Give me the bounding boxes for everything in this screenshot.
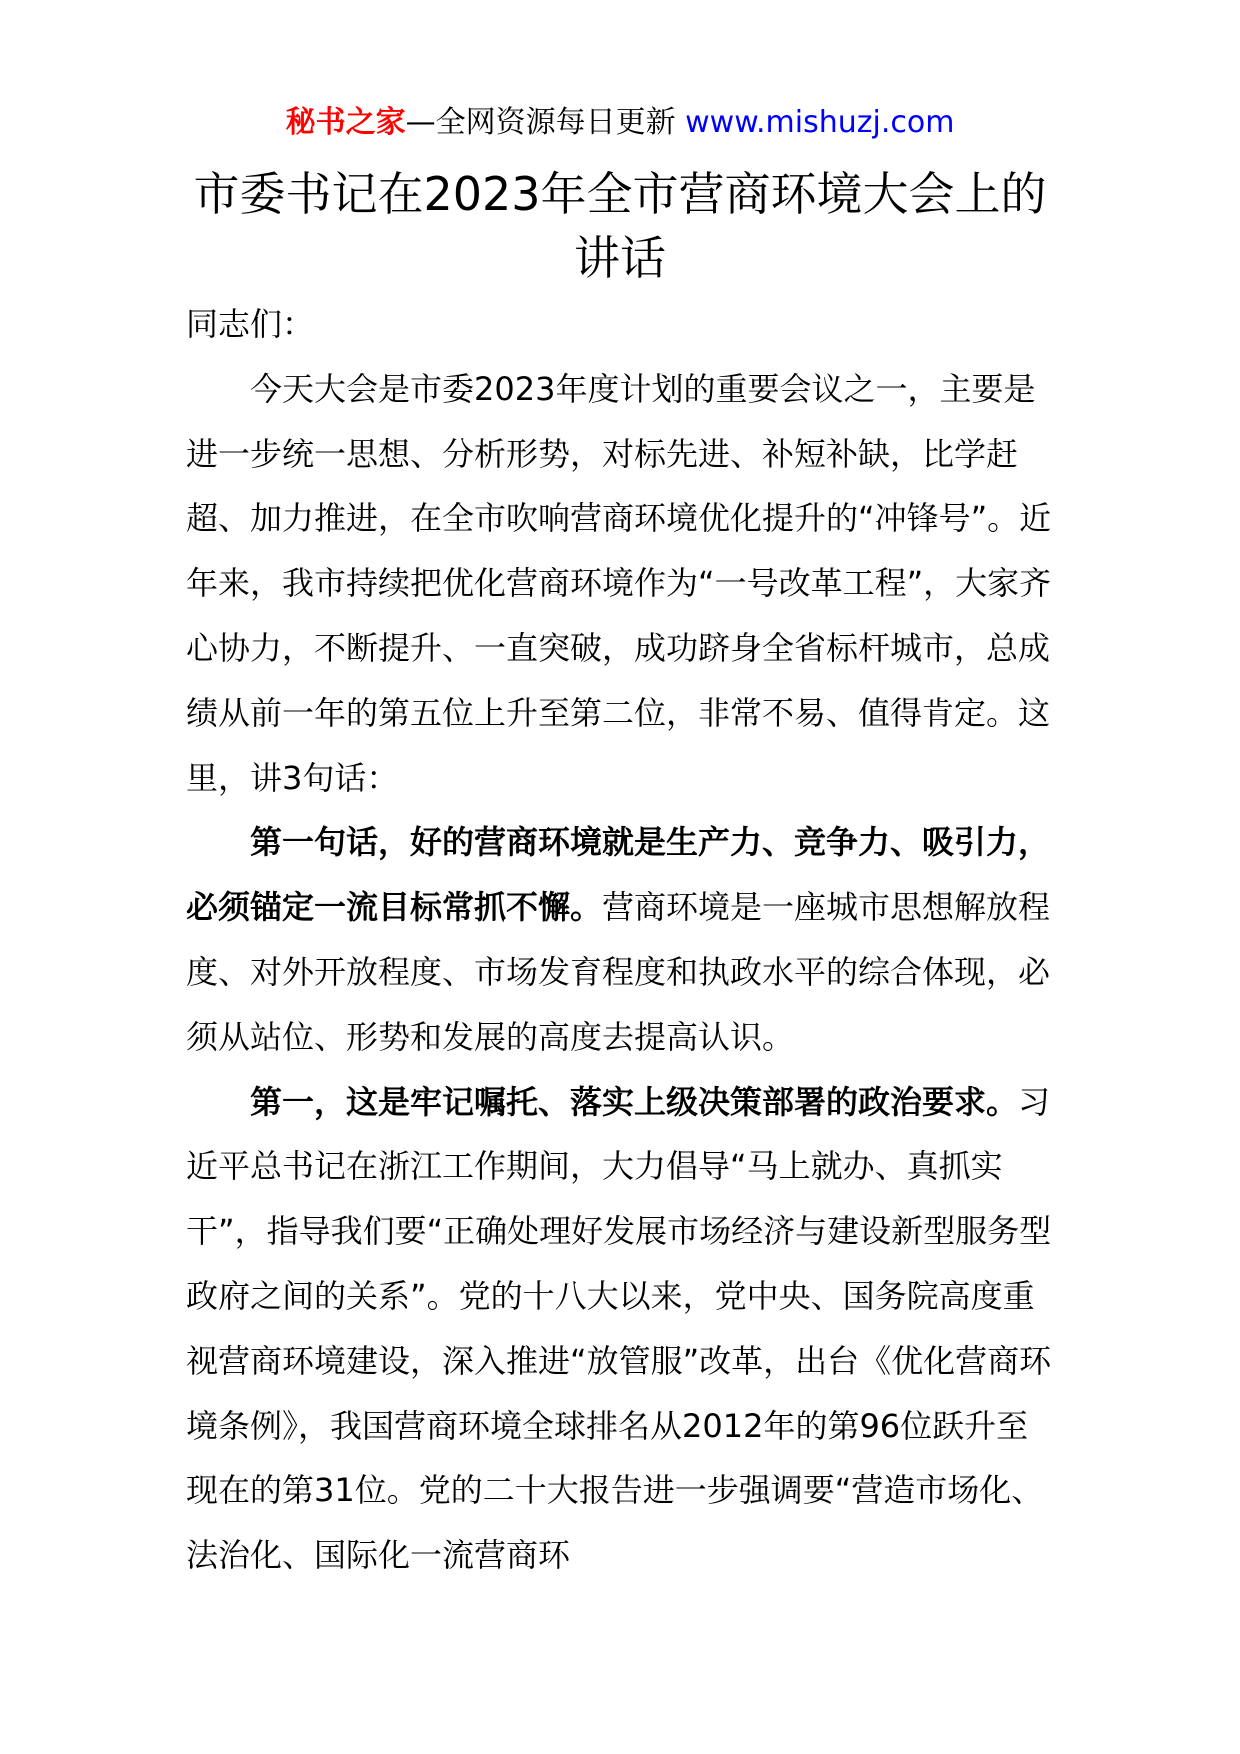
brand-name: 秘书之家 xyxy=(285,105,406,140)
first-point-text: 营商环境是一座城市思想解放程度、对外开放程度、市场发育程度和执政水平的综合体现，必须从站位、形势和发展的高度去提高认识。 xyxy=(186,888,1051,1056)
site-url-link[interactable]: www.mishuzj.com xyxy=(685,105,955,140)
site-header xyxy=(0,100,1240,146)
paragraph-first-point xyxy=(186,810,1054,1069)
header-slogan: —全网资源每日更新 xyxy=(405,105,686,140)
salutation: 同志们： xyxy=(186,305,315,343)
document-title: 市委书记在2023年全市营商环境大会上的讲话 xyxy=(193,167,1047,285)
political-requirement-heading: 第一，这是牢记嘱托、落实上级决策部署的政治要求。 xyxy=(250,1082,1019,1121)
paragraph-intro: 今天大会是市委2023年度计划的重要会议之一，主要是进一步统一思想、分析形势，对标先进、补短补缺，比学赶超、加力推进，在全市吹响营商环境优化提升的“冲锋号”。近年来，我市持续把优化营商环境作为“一号改革工程”，大家齐心协力，不断提升、一直突破，成功跻身全省标杆城市，总成绩从前一年的第五位上升至第二位，非常不易、值得肯定。这里，讲3句话： xyxy=(186,369,1052,797)
document-body xyxy=(186,292,1054,1588)
political-requirement-text: 习近平总书记在浙江工作期间，大力倡导“马上就办、真抓实干”，指导我们要“正确处理好发展市场经济与建设新型服务型政府之间的关系”。党的十八大以来，党中央、国务院高度重视营商环境建设，深入推进“放管服”改革，出台《优化营商环境条例》，我国营商环境全球排名从2012年的第96位跃升至现在的第31位。党的二十大报告进一步强调要“营造市场化、法治化、国际化一流营商环 xyxy=(186,1082,1052,1575)
paragraph-political-requirement xyxy=(186,1070,1054,1588)
first-point-heading: 第一句话，好的营商环境就是生产力、竞争力、吸引力，必须锚定一流目标常抓不懈。 xyxy=(186,823,1051,927)
